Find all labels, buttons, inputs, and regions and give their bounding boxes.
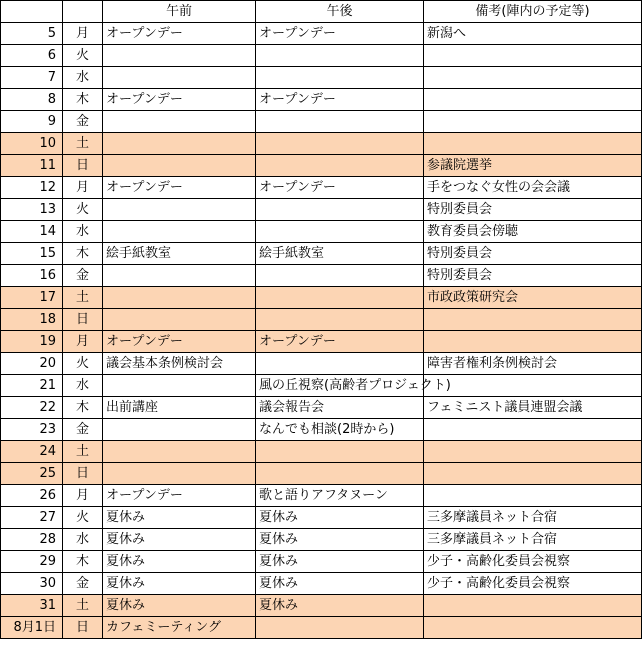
am-cell[interactable]: 出前講座	[103, 397, 256, 419]
pm-cell[interactable]: 夏休み	[256, 573, 424, 595]
weekday-cell[interactable]: 火	[63, 353, 103, 375]
pm-cell[interactable]	[256, 221, 424, 243]
pm-cell[interactable]	[256, 463, 424, 485]
weekday-cell[interactable]: 火	[63, 45, 103, 67]
notes-cell[interactable]	[424, 45, 642, 67]
am-cell[interactable]: オープンデー	[103, 177, 256, 199]
date-cell[interactable]: 13	[1, 199, 63, 221]
weekday-cell[interactable]: 土	[63, 287, 103, 309]
schedule-row	[1, 507, 642, 529]
pm-cell[interactable]	[256, 45, 424, 67]
notes-cell[interactable]	[424, 331, 642, 353]
notes-cell[interactable]	[424, 309, 642, 331]
weekday-cell[interactable]: 金	[63, 419, 103, 441]
pm-cell[interactable]	[256, 265, 424, 287]
pm-cell[interactable]: 絵手紙教室	[256, 243, 424, 265]
notes-cell[interactable]: 三多摩議員ネット合宿	[424, 529, 642, 551]
am-cell[interactable]	[103, 287, 256, 309]
notes-cell[interactable]: 手をつなぐ女性の会会議	[424, 177, 642, 199]
date-cell[interactable]: 26	[1, 485, 63, 507]
schedule-row	[1, 243, 642, 265]
date-cell[interactable]: 5	[1, 23, 63, 45]
schedule-row	[1, 375, 642, 397]
schedule-row	[1, 441, 642, 463]
notes-cell[interactable]: 特別委員会	[424, 243, 642, 265]
date-cell[interactable]: 21	[1, 375, 63, 397]
am-cell[interactable]: 絵手紙教室	[103, 243, 256, 265]
am-cell[interactable]: オープンデー	[103, 331, 256, 353]
pm-cell[interactable]: 夏休み	[256, 551, 424, 573]
am-cell[interactable]	[103, 133, 256, 155]
weekday-cell[interactable]: 月	[63, 485, 103, 507]
weekday-cell[interactable]: 水	[63, 375, 103, 397]
schedule-row	[1, 265, 642, 287]
am-cell[interactable]	[103, 155, 256, 177]
date-cell[interactable]: 6	[1, 45, 63, 67]
date-cell[interactable]: 17	[1, 287, 63, 309]
weekday-cell[interactable]: 水	[63, 221, 103, 243]
notes-cell[interactable]: 三多摩議員ネット合宿	[424, 507, 642, 529]
weekday-cell[interactable]: 水	[63, 529, 103, 551]
weekday-cell[interactable]: 木	[63, 243, 103, 265]
schedule-row	[1, 155, 642, 177]
notes-cell[interactable]: 少子・高齢化委員会視察	[424, 551, 642, 573]
am-cell[interactable]: 夏休み	[103, 595, 256, 617]
am-cell[interactable]: オープンデー	[103, 485, 256, 507]
notes-cell[interactable]: 特別委員会	[424, 199, 642, 221]
date-cell[interactable]: 15	[1, 243, 63, 265]
notes-cell[interactable]	[424, 595, 642, 617]
pm-cell[interactable]: オープンデー	[256, 331, 424, 353]
schedule-row	[1, 221, 642, 243]
pm-cell[interactable]: 風の丘視察(高齢者プロジェクト)	[256, 375, 424, 397]
weekday-cell[interactable]: 水	[63, 67, 103, 89]
am-cell[interactable]: 夏休み	[103, 551, 256, 573]
am-cell[interactable]: 夏休み	[103, 529, 256, 551]
schedule-row	[1, 595, 642, 617]
notes-cell[interactable]: 教育委員会傍聴	[424, 221, 642, 243]
notes-cell[interactable]	[424, 375, 642, 397]
date-cell[interactable]: 19	[1, 331, 63, 353]
date-cell[interactable]: 16	[1, 265, 63, 287]
date-cell[interactable]: 11	[1, 155, 63, 177]
weekday-cell[interactable]: 木	[63, 551, 103, 573]
schedule-row	[1, 67, 642, 89]
date-cell[interactable]: 7	[1, 67, 63, 89]
header-row	[1, 1, 642, 23]
schedule-row	[1, 309, 642, 331]
schedule-body	[1, 1, 642, 639]
schedule-row	[1, 551, 642, 573]
pm-cell[interactable]: オープンデー	[256, 23, 424, 45]
header-date[interactable]	[1, 1, 63, 23]
header-pm[interactable]: 午後	[256, 1, 424, 23]
am-cell[interactable]	[103, 419, 256, 441]
am-cell[interactable]	[103, 111, 256, 133]
weekday-cell[interactable]: 月	[63, 331, 103, 353]
notes-cell[interactable]: 少子・高齢化委員会視察	[424, 573, 642, 595]
am-cell[interactable]: オープンデー	[103, 23, 256, 45]
header-weekday[interactable]	[63, 1, 103, 23]
date-cell[interactable]: 8	[1, 89, 63, 111]
notes-cell[interactable]: 新潟へ	[424, 23, 642, 45]
weekday-cell[interactable]: 土	[63, 133, 103, 155]
pm-cell[interactable]: オープンデー	[256, 89, 424, 111]
date-cell[interactable]: 31	[1, 595, 63, 617]
am-cell[interactable]	[103, 309, 256, 331]
am-cell[interactable]	[103, 199, 256, 221]
pm-cell[interactable]	[256, 199, 424, 221]
weekday-cell[interactable]: 金	[63, 265, 103, 287]
weekday-cell[interactable]: 土	[63, 595, 103, 617]
weekday-cell[interactable]: 日	[63, 309, 103, 331]
pm-cell[interactable]: 議会報告会	[256, 397, 424, 419]
date-cell[interactable]: 22	[1, 397, 63, 419]
pm-cell[interactable]	[256, 133, 424, 155]
date-cell[interactable]: 10	[1, 133, 63, 155]
date-cell[interactable]: 20	[1, 353, 63, 375]
schedule-row	[1, 463, 642, 485]
date-cell[interactable]: 24	[1, 441, 63, 463]
header-notes[interactable]: 備考(陣内の予定等)	[424, 1, 642, 23]
pm-cell[interactable]	[256, 111, 424, 133]
schedule-row	[1, 617, 642, 639]
am-cell[interactable]: 夏休み	[103, 573, 256, 595]
notes-cell[interactable]: 障害者権利条例検討会	[424, 353, 642, 375]
schedule-row	[1, 353, 642, 375]
weekday-cell[interactable]: 木	[63, 397, 103, 419]
date-cell[interactable]: 23	[1, 419, 63, 441]
schedule-row	[1, 573, 642, 595]
schedule-row	[1, 529, 642, 551]
schedule-row	[1, 89, 642, 111]
schedule-row	[1, 133, 642, 155]
notes-cell[interactable]	[424, 441, 642, 463]
weekday-cell[interactable]: 日	[63, 463, 103, 485]
weekday-cell[interactable]: 月	[63, 23, 103, 45]
weekday-cell[interactable]: 木	[63, 89, 103, 111]
schedule-row	[1, 45, 642, 67]
notes-cell[interactable]: 特別委員会	[424, 265, 642, 287]
notes-cell[interactable]: 参議院選挙	[424, 155, 642, 177]
am-cell[interactable]: 夏休み	[103, 507, 256, 529]
schedule-row	[1, 331, 642, 353]
date-cell[interactable]: 29	[1, 551, 63, 573]
notes-cell[interactable]	[424, 67, 642, 89]
weekday-cell[interactable]: 土	[63, 441, 103, 463]
pm-cell[interactable]: 夏休み	[256, 507, 424, 529]
date-cell[interactable]: 30	[1, 573, 63, 595]
notes-cell[interactable]	[424, 419, 642, 441]
weekday-cell[interactable]: 日	[63, 155, 103, 177]
am-cell[interactable]	[103, 67, 256, 89]
notes-cell[interactable]	[424, 89, 642, 111]
pm-cell[interactable]	[256, 309, 424, 331]
pm-cell[interactable]: 夏休み	[256, 529, 424, 551]
am-cell[interactable]: カフェミーティング	[103, 617, 256, 639]
pm-cell[interactable]	[256, 155, 424, 177]
schedule-row	[1, 111, 642, 133]
am-cell[interactable]	[103, 463, 256, 485]
schedule-row	[1, 485, 642, 507]
pm-cell[interactable]	[256, 67, 424, 89]
schedule-row	[1, 419, 642, 441]
date-cell[interactable]: 12	[1, 177, 63, 199]
weekday-cell[interactable]: 日	[63, 617, 103, 639]
date-cell[interactable]: 9	[1, 111, 63, 133]
pm-cell[interactable]: 歌と語りアフタヌーン	[256, 485, 424, 507]
weekday-cell[interactable]: 月	[63, 177, 103, 199]
date-cell[interactable]: 8月1日	[1, 617, 63, 639]
am-cell[interactable]	[103, 45, 256, 67]
am-cell[interactable]	[103, 375, 256, 397]
schedule-row	[1, 23, 642, 45]
am-cell[interactable]: オープンデー	[103, 89, 256, 111]
date-cell[interactable]: 25	[1, 463, 63, 485]
notes-cell[interactable]	[424, 617, 642, 639]
notes-cell[interactable]: フェミニスト議員連盟会議	[424, 397, 642, 419]
pm-cell[interactable]: なんでも相談(2時から)	[256, 419, 424, 441]
pm-cell[interactable]: オープンデー	[256, 177, 424, 199]
am-cell[interactable]	[103, 265, 256, 287]
weekday-cell[interactable]: 火	[63, 199, 103, 221]
am-cell[interactable]	[103, 221, 256, 243]
pm-cell[interactable]	[256, 617, 424, 639]
weekday-cell[interactable]: 火	[63, 507, 103, 529]
pm-cell[interactable]	[256, 441, 424, 463]
notes-cell[interactable]	[424, 111, 642, 133]
weekday-cell[interactable]: 金	[63, 573, 103, 595]
schedule-row	[1, 287, 642, 309]
pm-cell[interactable]	[256, 353, 424, 375]
date-cell[interactable]: 18	[1, 309, 63, 331]
pm-cell[interactable]: 夏休み	[256, 595, 424, 617]
notes-cell[interactable]	[424, 485, 642, 507]
pm-cell[interactable]	[256, 287, 424, 309]
date-cell[interactable]: 27	[1, 507, 63, 529]
am-cell[interactable]	[103, 441, 256, 463]
weekday-cell[interactable]: 金	[63, 111, 103, 133]
date-cell[interactable]: 28	[1, 529, 63, 551]
notes-cell[interactable]: 市政政策研究会	[424, 287, 642, 309]
date-cell[interactable]: 14	[1, 221, 63, 243]
am-cell[interactable]: 議会基本条例検討会	[103, 353, 256, 375]
header-am[interactable]: 午前	[103, 1, 256, 23]
notes-cell[interactable]	[424, 133, 642, 155]
schedule-row	[1, 177, 642, 199]
notes-cell[interactable]	[424, 463, 642, 485]
schedule-row	[1, 199, 642, 221]
schedule-row	[1, 397, 642, 419]
